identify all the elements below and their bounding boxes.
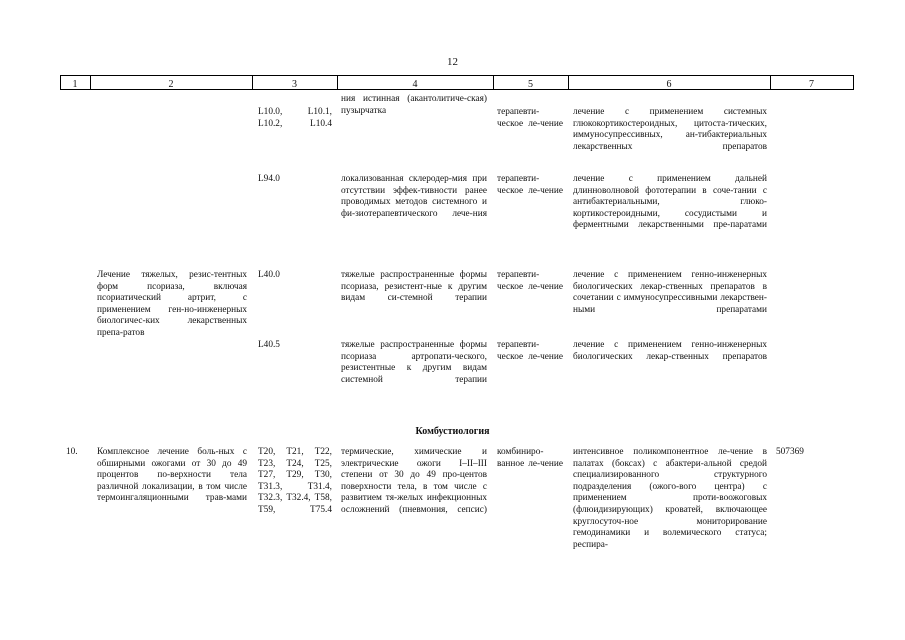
row-treatment: терапевти-ческое ле-чение [497,340,563,362]
row-condition: ния истинная (акантолитиче-ская) пузырчатка [341,94,487,116]
page-number: 12 [447,56,458,68]
column-header-7: 7 [809,79,814,90]
column-header-3: 3 [292,79,297,90]
row-group: Лечение тяжелых, резис-тентных форм псориаза, включая псориатический артрит, с применением ген-но-инженерных биологичес-ких лекарственных препа-ратов [97,270,247,338]
row-method: интенсивное поликомпонентное ле-чение в палатах (боксах) с абактери-альной средой специализированного структурного подразделения (ожого-вого центра) с применением проти-воожоговых (флюидизирующих) кроватей, включающее круглосуточ-ное мониторирование гемодинамики и волемического статуса; респира- [573,447,767,550]
row-code: L10.0, L10.1, L10.2, L10.4 [258,107,332,129]
row-code: L40.0 [258,270,280,280]
row-condition: термические, химические и электрические ожоги I–II–III степени от 30 до 49 про-центов поверхности тела, в том числе с развитием тя-желых инфекционных осложнений (пневмония, сепсис) [341,447,487,515]
row-code: L94.0 [258,174,280,184]
row-number: 10. [66,447,78,457]
section-title: Комбустиология [415,426,490,437]
column-header-1: 1 [72,79,78,90]
row-group: Комплексное лечение боль-ных с обширными ожогами от 30 до 49 процентов по-верхности тела различной локализации, в том числе термоингаляционными трав-мами [97,447,247,504]
row-treatment: терапевти-ческое ле-чение [497,174,563,196]
row-method: лечение с применением генно-инженерных биологических лекар-ственных препаратов [573,340,767,362]
row-code: T20, T21, T22, T23, T24, T25, T27, T29, T30, T31.3, T31.4, T32.3, T32.4, T58, T59, T75.4 [258,447,332,515]
header-top-rule [60,75,854,76]
row-method: лечение с применением дальней длинноволновой фототерапии в соче-тании с антибактериальными, глюко-кортикостероидными, сосудистыми и ферментными лекарственными пре-паратами [573,174,767,231]
column-header-6: 6 [666,79,672,90]
column-header-4: 4 [412,79,418,90]
row-condition: тяжелые распространенные формы псориаза артропати-ческого, резистентные к другим видам системной терапии [341,340,487,385]
row-treatment: терапевти-ческое ле-чение [497,270,563,292]
header-divider [853,76,854,89]
row-treatment: терапевти-ческое ле-чение [497,107,563,129]
row-cost: 507369 [776,447,804,457]
row-method: лечение с применением генно-инженерных биологических лекар-ственных препаратов в сочетании с иммуносупрессивными лекарствен-ными препаратами [573,270,767,315]
row-method: лечение с применением системных глюкокортикостероидных, цитоста-тических, иммуносупрессивных, ан-тибактериальных лекарственных препаратов [573,107,767,152]
column-header-5: 5 [528,79,533,90]
row-code: L40.5 [258,340,280,350]
column-header-2: 2 [168,79,174,90]
row-condition: локализованная склеродер-мия при отсутствии эффек-тивности ранее проводимых методов системного и фи-зиотерапевтического лече-ния [341,174,487,219]
row-condition: тяжелые распространенные формы псориаза, резистент-ные к другим видам си-стемной терапии [341,270,487,304]
row-treatment: комбиниро-ванное ле-чение [497,447,563,469]
